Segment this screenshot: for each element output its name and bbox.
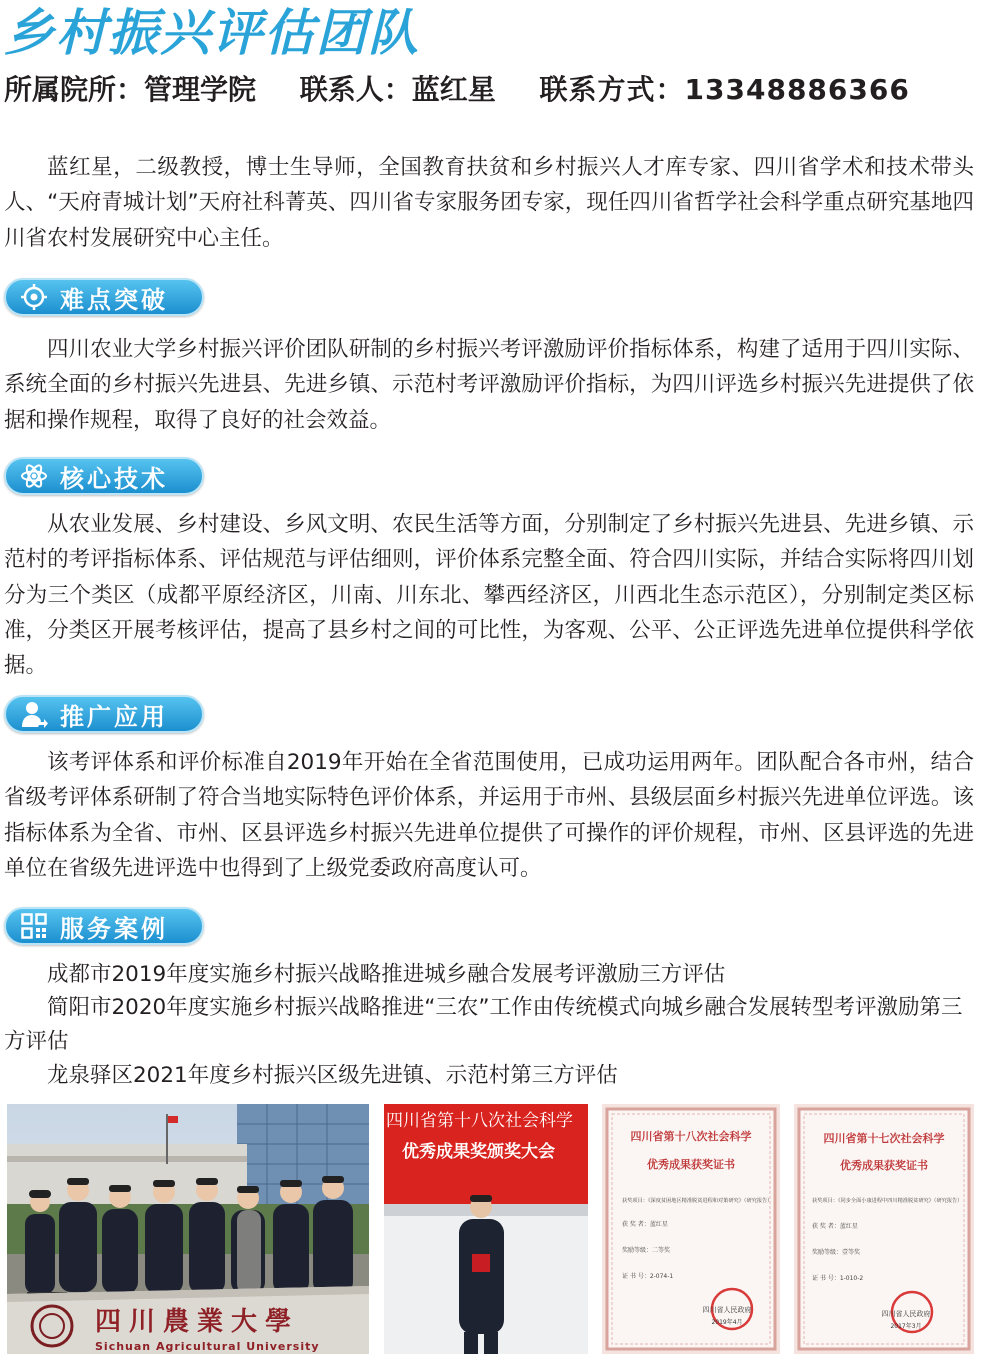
contact-person: 联系人：蓝红星 (299, 73, 496, 106)
section-header-breakthrough (4, 278, 204, 316)
section-header-core-tech (4, 457, 204, 495)
section-title: 难点突破 (60, 285, 168, 314)
cert-title: 四川省第十八次社会科学 (630, 1130, 752, 1143)
banner-line-1: 四川省第十八次社会科学 (386, 1111, 573, 1131)
affiliation: 所属院所：管理学院 (4, 73, 257, 106)
atom-icon (20, 462, 48, 490)
cert-date: 2019年4月 (711, 1319, 743, 1326)
cert-date: 2017年3月 (890, 1323, 922, 1330)
section-title: 推广应用 (60, 702, 168, 731)
person-icon (20, 700, 48, 728)
certificate-1-photo (602, 1104, 780, 1354)
section-text: 从农业发展、乡村建设、乡风文明、农民生活等方面，分别制定了乡村振兴先进县、先进乡镇、示范村的考评指标体系、评估规范与评估细则，评价体系完整全面、符合四川实际，并结合实际将四川划分为三个类区（成都平原经济区，川南、川东北、攀西经济区，川西北生态示范区），分别制定类区标准，分类区开展考核评估，提高了县乡村之间的可比性，为客观、公平、公正评选先进单位提供科学依据。 (4, 512, 974, 679)
cert-grade: 奖励等级：二等奖 (622, 1247, 671, 1254)
cert-issuer: 四川省人民政府 (881, 1310, 931, 1318)
contact-phone: 联系方式：13348886366 (539, 73, 910, 106)
sign-chinese: 四川農業大學 (95, 1307, 300, 1337)
section-header-cases (4, 907, 204, 945)
section-text: 四川农业大学乡村振兴评价团队研制的乡村振兴考评激励评价指标体系，构建了适用于四川实际、系统全面的乡村振兴先进县、先进乡镇、示范村考评激励评价指标，为四川评选乡村振兴先进提供了依据和操作规程，取得了良好的社会效益。 (4, 337, 974, 433)
case-item: 龙泉驿区2021年度乡村振兴区级先进镇、示范村第三方评估 (47, 1063, 618, 1088)
page-title: 乡村振兴评估团队 (4, 4, 420, 62)
group-photo (7, 1104, 369, 1354)
banner-line-2: 优秀成果奖颁奖大会 (402, 1142, 555, 1162)
case-item: 简阳市2020年度实施乡村振兴战略推进“三农”工作由传统模式向城乡融合发展转型考评激励第三方评估 (4, 995, 963, 1054)
cert-winner: 获 奖 者：蓝红星 (812, 1223, 858, 1230)
certificate-2-photo (794, 1104, 974, 1354)
cert-number: 证 书 号：2-074-1 (622, 1273, 674, 1280)
contact-line (4, 70, 910, 110)
cert-issuer: 四川省人民政府 (702, 1306, 752, 1314)
section-text: 该考评体系和评价标准自2019年开始在全省范围使用，已成功运用两年。团队配合各市州，结合省级考评体系研制了符合当地实际特色评价体系，并运用于市州、县级层面乡村振兴先进单位评选。该指标体系为全省、市州、区县评选乡村振兴先进单位提供了可操作的评价规程，市州、区县评选的先进单位在省级先进评选中也得到了上级党委政府高度认可。 (4, 750, 974, 881)
sign-english: Sichuan Agricultural University (95, 1340, 320, 1353)
section-title: 服务案例 (60, 914, 168, 943)
intro-paragraph: 蓝红星，二级教授，博士生导师，全国教育扶贫和乡村振兴人才库专家、四川省学术和技术带头人、“天府青城计划”天府社科菁英、四川省专家服务团专家，现任四川省哲学社会科学重点研究基地四川省农村发展研究中心主任。 (4, 155, 974, 251)
case-item: 成都市2019年度实施乡村振兴战略推进城乡融合发展考评激励三方评估 (47, 962, 726, 987)
grid-icon (20, 912, 48, 940)
section-title: 核心技术 (60, 464, 168, 493)
ceremony-photo (384, 1104, 588, 1354)
cert-winner: 获 奖 者：蓝红星 (622, 1221, 668, 1228)
cert-subtitle: 优秀成果获奖证书 (840, 1159, 928, 1172)
cert-subtitle: 优秀成果获奖证书 (647, 1158, 735, 1171)
cert-title: 四川省第十七次社会科学 (823, 1132, 945, 1145)
cert-project: 获奖项目：《同步全面小康进程中四川精准脱贫研究》（研究报告） (812, 1198, 963, 1204)
target-icon (20, 283, 48, 311)
cert-number: 证 书 号：1-010-2 (812, 1275, 864, 1282)
section-header-promotion (4, 695, 204, 733)
cert-grade: 奖励等级：壹等奖 (812, 1249, 861, 1256)
cert-project: 获奖项目：《深度贫困地区精准脱贫进程和对策研究》（研究报告） (622, 1198, 773, 1204)
